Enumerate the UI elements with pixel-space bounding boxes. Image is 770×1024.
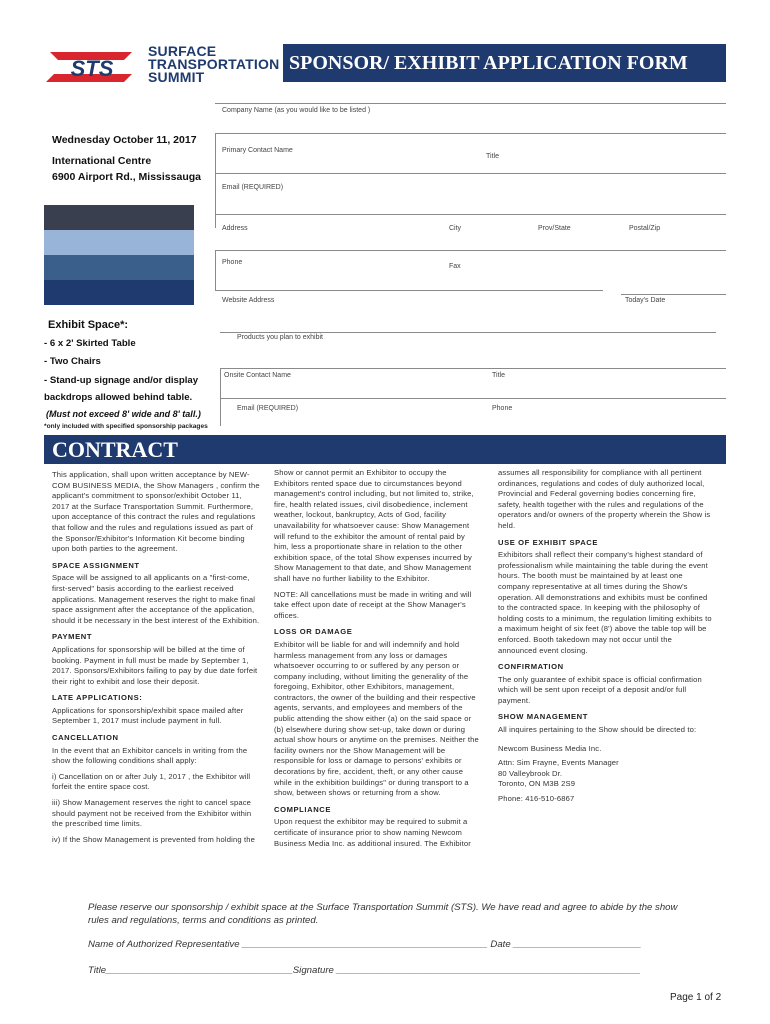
color-swatch bbox=[44, 205, 194, 230]
cancel-i: i) Cancellation on or after July 1, 2017 , the Exhibitor will forfeit the entire space cost. bbox=[52, 771, 251, 792]
exhibit-item: backdrops allowed behind table. bbox=[44, 392, 193, 403]
use-text: Exhibitors shall reflect their company's highest standard of professionalism while maintaining the table during the event hours. The booth must be maintained by at least one company representative at all times during the Show's operation. All demonstrations and exhibits must be confined to the contracted space. In keeping with the philosophy of holding costs to a minimum, the regulation limiting exhibits to a maximum height of six feet (8') above the table top will be enforced. Booth takedown may not occur until the announced event closing. bbox=[498, 550, 712, 655]
fax-field[interactable]: Fax bbox=[449, 263, 461, 270]
contract-heading: CONTRACT bbox=[44, 435, 726, 464]
agreement-text: Please reserve our sponsorship / exhibit space at the Surface Transportation Summit (STS). We have read and agree to abide by the show rules and regulations, terms and conditions as printed. bbox=[88, 902, 678, 926]
company-line bbox=[215, 103, 726, 104]
onsite-email-field[interactable]: Email (REQUIRED) bbox=[237, 405, 299, 412]
loss-heading: LOSS OR DAMAGE bbox=[274, 627, 353, 637]
exhibit-footnote: *only included with specified sponsorship packages bbox=[44, 423, 208, 430]
postal-field[interactable]: Postal/Zip bbox=[629, 225, 661, 232]
exhibit-item: - Stand-up signage and/or display bbox=[44, 375, 199, 386]
primary-contact-field[interactable]: Primary Contact Name bbox=[222, 147, 293, 154]
field-border bbox=[215, 250, 216, 290]
company-label: Company Name (as you would like to be listed ) bbox=[222, 107, 371, 114]
loss-text: Exhibitor will be liable for and will indemnify and hold harmless management from any loss or damages whatsoever occurring to or suffered by any person or company including, without limiting the generality of the foregoing, Exhibitor, other Exhibitors, management, contractors, the owner of the building and their respective agents, servants, and employees and members of the public attending the show either (a) on the said space or (b) elsewhere during show set-up, take down or during actual show hours or anytime on the premises. Neither the facility owners nor the Show Management will be responsible for loss or damage to persons' exhibits or decorations by fire, accident, theft, or any other cause while in the exhibition buildings" or during transport to a show, between shows or returning from a show. bbox=[274, 639, 479, 798]
color-swatch bbox=[44, 255, 194, 280]
mgmt-attn: Attn: Sim Frayne, Events Manager bbox=[498, 758, 619, 768]
col2-note: NOTE: All cancellations must be made in writing and will take effect upon date of receipt at the Show Manager's offices. bbox=[274, 589, 472, 620]
mgmt-street: 80 Valleybrook Dr. bbox=[498, 768, 563, 778]
cancel-iv: iv) If the Show Management is prevented from holding the bbox=[52, 834, 255, 844]
payment-text: Applications for sponsorship will be billed at the time of booking. Payment in full must be made by September 1, 2017. Sponsors/Exhibitors failing to pay by due date forfeit their right to exhibit and lose their deposit. bbox=[52, 644, 258, 686]
website-field[interactable]: Website Address bbox=[222, 297, 275, 304]
city-field[interactable]: City bbox=[449, 225, 462, 232]
exhibit-item: - Two Chairs bbox=[44, 356, 101, 367]
contract-column-3 bbox=[498, 468, 712, 805]
onsite-contact-field[interactable]: Onsite Contact Name bbox=[224, 372, 291, 379]
mgmt-phone: Phone: 416-510-6867 bbox=[498, 794, 575, 804]
management-text: All inquires pertaining to the Show should be directed to: bbox=[498, 725, 697, 735]
contract-column-2 bbox=[274, 468, 482, 854]
exhibit-heading: Exhibit Space*: bbox=[48, 319, 129, 331]
address-field[interactable]: Address bbox=[222, 225, 248, 232]
prov-field[interactable]: Prov/State bbox=[538, 225, 571, 232]
late-text: Applications for sponsorship/exhibit space mailed after September 1, 2017 must include payment in full. bbox=[52, 705, 244, 726]
color-swatch bbox=[44, 280, 194, 305]
field-line bbox=[220, 398, 726, 399]
space-text: Space will be assigned to all applicants on a "first-come, first-served" basis according to the earliest received applications. Management reserves the right to make final space assignment after the acceptance of the application, should it be necessary in the best interest of the Exhibition. bbox=[52, 573, 260, 625]
compliance-heading: COMPLIANCE bbox=[274, 804, 332, 814]
field-line bbox=[215, 250, 726, 251]
exhibit-item: - 6 x 2' Skirted Table bbox=[44, 338, 136, 349]
form-title: SPONSOR/ EXHIBIT APPLICATION FORM bbox=[283, 44, 726, 82]
mgmt-company: Newcom Business Media Inc. bbox=[498, 743, 602, 753]
field-line bbox=[215, 214, 726, 215]
event-address: 6900 Airport Rd., Mississauga bbox=[52, 171, 201, 183]
products-field[interactable]: Products you plan to exhibit bbox=[237, 334, 323, 341]
title-field[interactable]: Title bbox=[486, 153, 499, 160]
col3-cont: assumes all responsibility for compliance with all pertinent ordinances, regulations and codes of duly authorized local, Provincial and Federal governing bodies concerning fire, safety, health together with the rules and regulations of the operators and/or owners of the property wherein the Show is held. bbox=[498, 468, 711, 530]
onsite-phone-field[interactable]: Phone bbox=[492, 405, 513, 412]
confirmation-heading: CONFIRMATION bbox=[498, 662, 564, 672]
field-border bbox=[220, 368, 221, 426]
contract-intro: This application, shall upon written acceptance by NEW-COM BUSINESS MEDIA, the Show Managers , confirm the applicant's commitment to sponsor/exhibit October 11, 2017 at the Surface Transportation Summit. Furthermore, upon acceptance of this contract the rules and regulations that follow and the rules and regulations issued as part of the Sponsor/Exhibitor's Information Kit become binding upon both parties to the agreement. bbox=[52, 470, 260, 554]
field-line bbox=[215, 133, 726, 134]
cancel-text: In the event that an Exhibitor cancels in writing from the show the following conditions shall apply: bbox=[52, 745, 248, 766]
mgmt-city: Toronto, ON M3B 2S9 bbox=[498, 779, 576, 789]
cancel-heading: CANCELLATION bbox=[52, 733, 119, 743]
phone-field[interactable]: Phone bbox=[222, 259, 243, 266]
page-number: Page 1 of 2 bbox=[670, 992, 722, 1003]
event-date: Wednesday October 11, 2017 bbox=[52, 134, 197, 146]
event-venue: International Centre bbox=[52, 155, 152, 167]
cancel-iii: iii) Show Management reserves the right to cancel space should payment not be received from the Exhibitor within the prescribed time limits. bbox=[52, 798, 252, 829]
exhibit-note: (Must not exceed 8' wide and 8' tall.) bbox=[46, 409, 201, 419]
sts-logo bbox=[44, 46, 140, 88]
field-line bbox=[621, 294, 726, 295]
logo-letters: STS bbox=[70, 56, 114, 81]
brand-name: SURFACE TRANSPORTATION SUMMIT bbox=[148, 43, 280, 85]
email-field[interactable]: Email (REQUIRED) bbox=[222, 184, 284, 191]
use-heading: USE OF EXHIBIT SPACE bbox=[498, 537, 599, 547]
compliance-text: Upon request the exhibitor may be required to submit a certificate of insurance prior to show naming Newcom Business Media Inc. as additional insured. The Exhibitor bbox=[274, 817, 471, 848]
field-line bbox=[220, 332, 716, 333]
payment-heading: PAYMENT bbox=[52, 632, 93, 642]
management-heading: SHOW MANAGEMENT bbox=[498, 712, 588, 722]
field-line bbox=[215, 173, 726, 174]
onsite-title-field[interactable]: Title bbox=[492, 372, 505, 379]
field-line bbox=[220, 368, 726, 369]
space-heading: SPACE ASSIGNMENT bbox=[52, 560, 140, 570]
field-line bbox=[215, 290, 603, 291]
confirmation-text: The only guarantee of exhibit space is official confirmation which will be sent upon receipt of a deposit and/or full payment. bbox=[498, 674, 702, 705]
col2-cont: Show or cannot permit an Exhibitor to occupy the Exhibitors rented space due to circumstances beyond management's control including, but not limited to, strike, fire, health related issues, civil disobedience, inclement weather, lockout, bankruptcy, Acts of God, facility unavailability for whatsoever cause: Show Management will refund to the exhibitor the amount of rental paid by him, less a proportionate share in relation to the other exhibition space, of the total Show expenses incurred by Show Management to that date, and Show Management shall have no further liability to the Exhibitor. bbox=[274, 468, 474, 583]
todays-date-field[interactable]: Today's Date bbox=[625, 297, 666, 304]
authorized-rep-line[interactable]: Name of Authorized Representative ______________________________________________ Date ________________________ bbox=[88, 939, 642, 950]
late-heading: LATE APPLICATIONS: bbox=[52, 693, 143, 703]
color-swatch bbox=[44, 230, 194, 255]
contract-column-1 bbox=[52, 470, 260, 850]
title-signature-line[interactable]: Title___________________________________Signature _________________________________________________________ bbox=[88, 965, 641, 976]
